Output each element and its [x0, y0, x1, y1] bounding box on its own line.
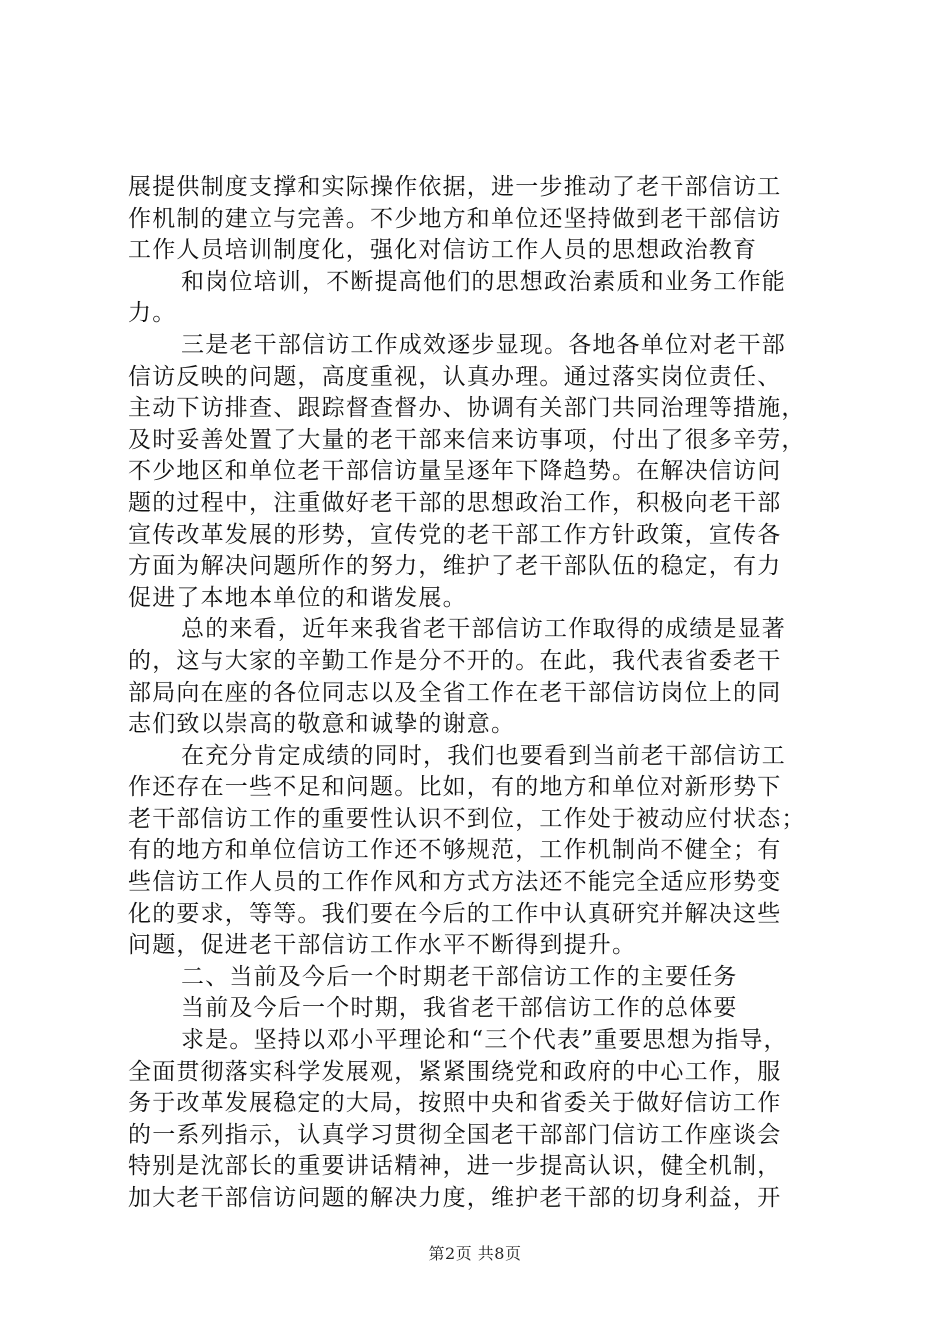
- text-line: 些信访工作人员的工作作风和方式方法还不能完全适应形势变: [128, 869, 782, 896]
- text-line: 宣传改革发展的形势，宣传党的老干部工作方针政策，宣传各: [128, 521, 782, 548]
- text-line: 主动下访排查、跟踪督查督办、协调有关部门共同治理等措施，: [128, 395, 806, 422]
- text-line: 特别是沈部长的重要讲话精神，进一步提高认识，健全机制，: [128, 1153, 782, 1180]
- text-line: 在充分肯定成绩的同时，我们也要看到当前老干部信访工: [181, 742, 786, 769]
- text-line: 力。: [128, 300, 177, 327]
- text-line: 促进了本地本单位的和谐发展。: [128, 584, 467, 611]
- text-line: 加大老干部信访问题的解决力度，维护老干部的切身利益，开: [128, 1185, 782, 1211]
- text-line: 的一系列指示，认真学习贯彻全国老干部部门信访工作座谈会: [128, 1121, 782, 1148]
- text-line: 二、当前及今后一个时期老干部信访工作的主要任务: [181, 963, 738, 990]
- text-line: 老干部信访工作的重要性认识不到位，工作处于被动应付状态；: [128, 805, 806, 832]
- page-number-footer: 第2页 共8页: [428, 1244, 522, 1263]
- text-line: 信访反映的问题，高度重视，认真办理。通过落实岗位责任、: [128, 363, 782, 390]
- text-line: 全面贯彻落实科学发展观，紧紧围绕党和政府的中心工作，服: [128, 1058, 782, 1085]
- text-line: 工作人员培训制度化，强化对信访工作人员的思想政治教育: [128, 237, 758, 264]
- text-line: 和岗位培训，不断提高他们的思想政治素质和业务工作能: [181, 268, 786, 295]
- text-line: 及时妥善处置了大量的老干部来信来访事项，付出了很多辛劳，: [128, 426, 806, 453]
- text-line: 志们致以崇高的敬意和诚挚的谢意。: [128, 711, 516, 738]
- text-line: 问题，促进老干部信访工作水平不断得到提升。: [128, 932, 637, 959]
- text-line: 的，这与大家的辛勤工作是分不开的。在此，我代表省委老干: [128, 647, 782, 674]
- text-line: 不少地区和单位老干部信访量呈逐年下降趋势。在解决信访问: [128, 458, 782, 485]
- text-line: 化的要求，等等。我们要在今后的工作中认真研究并解决这些: [128, 900, 782, 927]
- text-line: 务于改革发展稳定的大局，按照中央和省委关于做好信访工作: [128, 1090, 782, 1117]
- text-line: 有的地方和单位信访工作还不够规范，工作机制尚不健全；有: [128, 837, 782, 864]
- text-line: 总的来看，近年来我省老干部信访工作取得的成绩是显著: [181, 616, 786, 643]
- text-line: 展提供制度支撑和实际操作依据，进一步推动了老干部信访工: [128, 174, 782, 200]
- text-line: 求是。坚持以邓小平理论和“三个代表”重要思想为指导，: [181, 1027, 788, 1054]
- text-line: 方面为解决问题所作的努力，维护了老干部队伍的稳定，有力: [128, 553, 782, 580]
- text-line: 当前及今后一个时期，我省老干部信访工作的总体要: [181, 995, 738, 1022]
- body-text: [128, 172, 828, 1215]
- text-line: 题的过程中，注重做好老干部的思想政治工作，积极向老干部: [128, 489, 782, 516]
- text-line: 作机制的建立与完善。不少地方和单位还坚持做到老干部信访: [128, 205, 782, 232]
- text-line: 部局向在座的各位同志以及全省工作在老干部信访岗位上的同: [128, 679, 782, 706]
- text-line: 三是老干部信访工作成效逐步显现。各地各单位对老干部: [181, 331, 786, 358]
- text-line: 作还存在一些不足和问题。比如，有的地方和单位对新形势下: [128, 774, 782, 801]
